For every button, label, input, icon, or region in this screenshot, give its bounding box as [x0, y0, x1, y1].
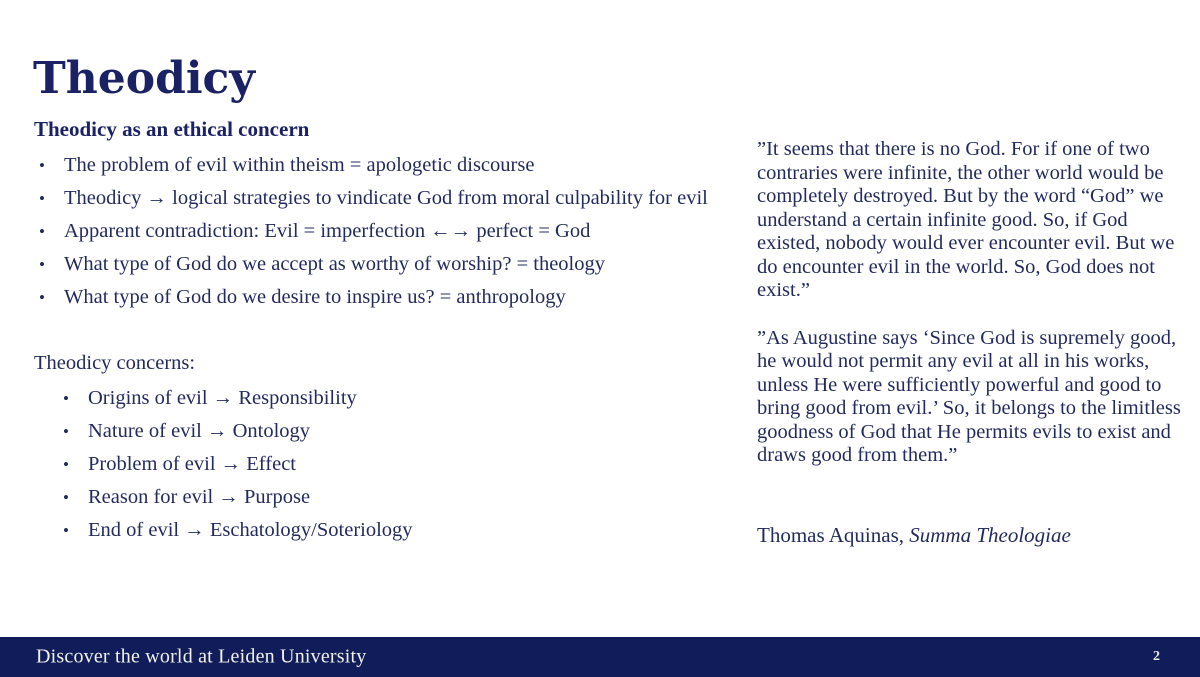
- bullet-icon: •: [63, 488, 69, 507]
- section-heading: Theodicy as an ethical concern: [34, 117, 310, 141]
- footer-bar: [0, 637, 1200, 677]
- concern-text: Nature of evil → Ontology: [88, 420, 311, 442]
- right-column: [757, 138, 1194, 568]
- concern-text: Reason for evil → Purpose: [88, 486, 311, 508]
- quote-paragraph-1: ”It seems that there is no God. For if one of two contraries were infinite, the other world would be completely destroyed. But by the word “God” we understand a certain infinite good. So, if God existed, nobody would ever encounter evil. But we do encounter evil in the world. So, God does not exist.”: [757, 138, 1175, 301]
- bullet-item: [34, 254, 730, 275]
- concern-item: [58, 421, 730, 442]
- bullet-text: The problem of evil within theism = apologetic discourse: [64, 154, 535, 176]
- bullet-icon: •: [39, 222, 45, 241]
- bullet-icon: •: [39, 255, 45, 274]
- main-bullet-list: [34, 155, 730, 308]
- bullet-text: What type of God do we accept as worthy of worship? = theology: [64, 253, 605, 275]
- concern-item: [58, 487, 730, 508]
- concern-item: [58, 520, 730, 541]
- page-number: 2: [1153, 649, 1160, 664]
- bullet-icon: •: [63, 389, 69, 408]
- attribution-work-title: Summa Theologiae: [909, 522, 1071, 547]
- concern-item: [58, 388, 730, 409]
- bullet-icon: •: [39, 156, 45, 175]
- concern-text: End of evil → Eschatology/Soteriology: [88, 519, 413, 541]
- bullet-item: [34, 188, 730, 209]
- bullet-icon: •: [39, 288, 45, 307]
- left-column: [34, 117, 730, 553]
- attribution: [757, 524, 1194, 548]
- concern-text: Origins of evil → Responsibility: [88, 387, 357, 409]
- quote-paragraph-2: ”As Augustine says ‘Since God is supremely good, he would not permit any evil at all in his works, unless He were sufficiently powerful and good to bring good from evil.’ So, it belongs to the limitless goodness of God that He permits evils to exist and draws good from them.”: [757, 326, 1181, 466]
- footer-tagline: Discover the world at Leiden University: [36, 645, 367, 668]
- slide-title: Theodicy: [33, 53, 255, 105]
- bullet-text: What type of God do we desire to inspire us? = anthropology: [64, 286, 566, 308]
- concerns-list: [34, 388, 730, 541]
- concerns-label: Theodicy concerns:: [34, 352, 196, 374]
- bullet-item: [34, 155, 730, 176]
- bullet-icon: •: [63, 521, 69, 540]
- bullet-item: [34, 221, 730, 242]
- bullet-icon: •: [63, 422, 69, 441]
- bullet-text: Apparent contradiction: Evil = imperfection ←→ perfect = God: [64, 220, 591, 242]
- bullet-icon: •: [39, 189, 45, 208]
- bullet-item: [34, 287, 730, 308]
- attribution-author: Thomas Aquinas,: [757, 522, 910, 547]
- bullet-icon: •: [63, 455, 69, 474]
- bullet-text: Theodicy → logical strategies to vindicate God from moral culpability for evil: [64, 187, 708, 209]
- concern-text: Problem of evil → Effect: [88, 453, 296, 475]
- concern-item: [58, 454, 730, 475]
